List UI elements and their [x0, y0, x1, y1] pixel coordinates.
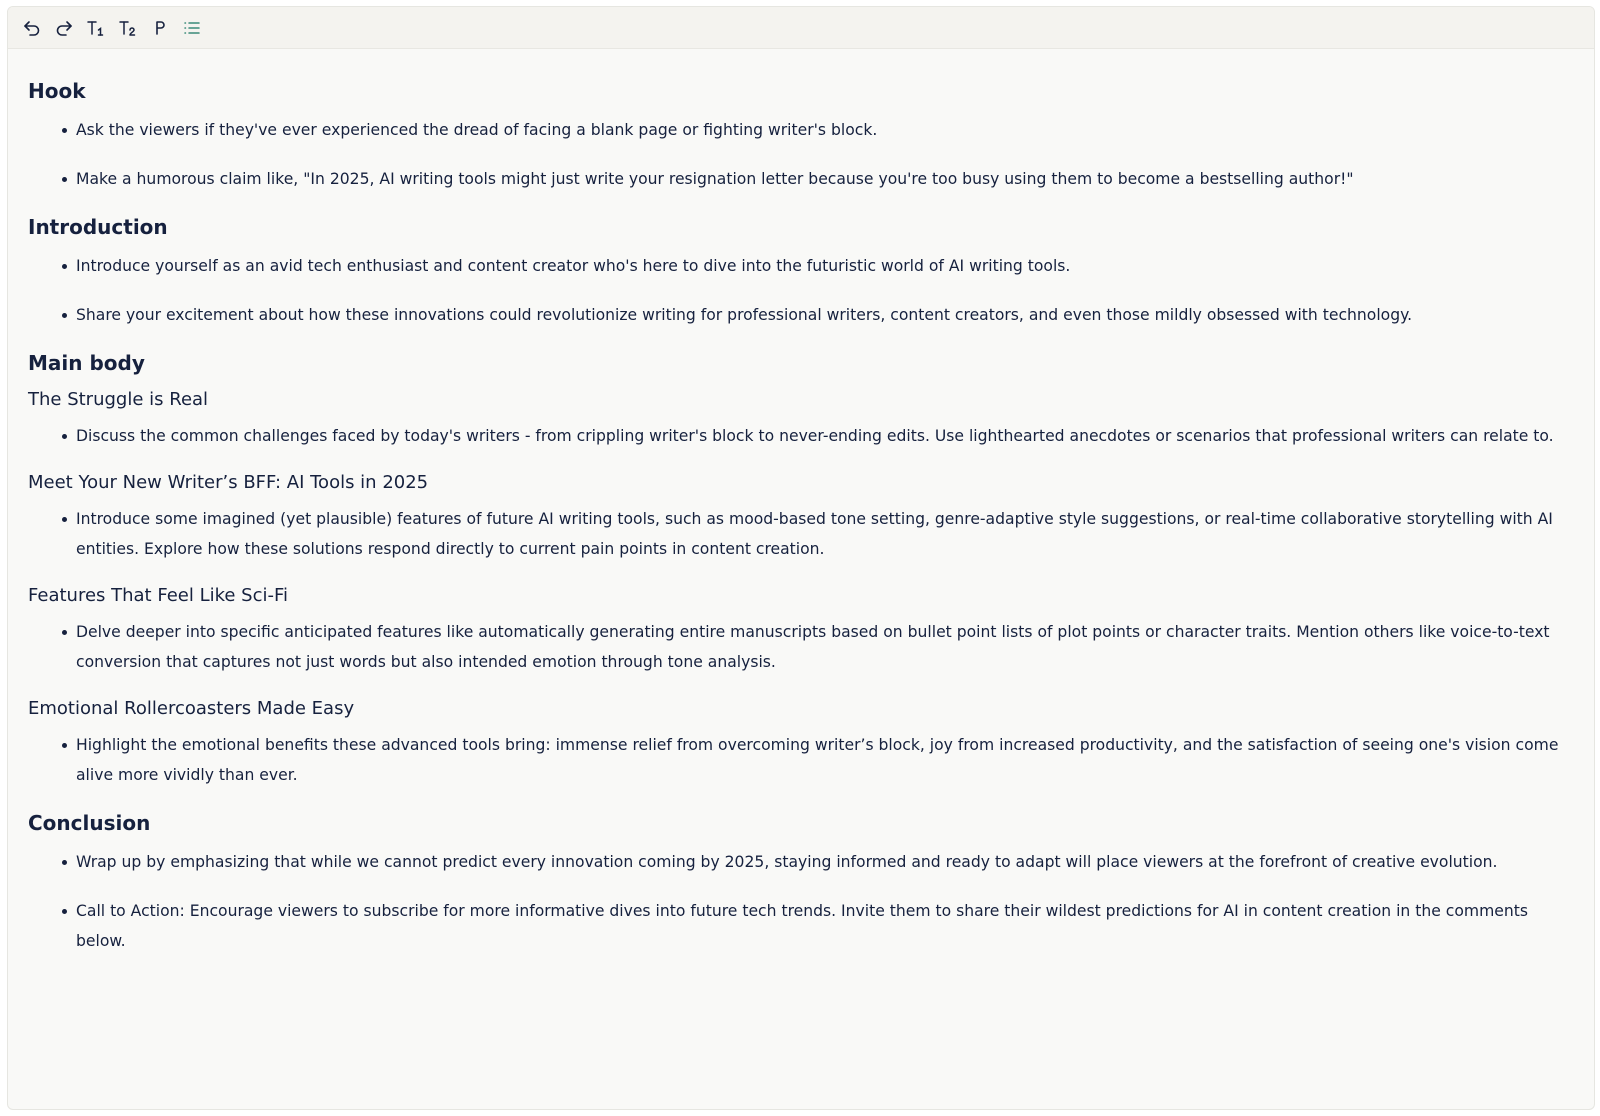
list-item: Discuss the common challenges faced by today's writers - from crippling writer's block to never-ending edits. Use lighthearted anecdotes or scenarios that professional writers can relate to. [76, 421, 1574, 451]
subsection-title: Meet Your New Writer’s BFF: AI Tools in 2025 [28, 472, 429, 493]
bullet-list [28, 504, 1574, 564]
subsection-title: The Struggle is Real [28, 389, 209, 410]
heading-2-button[interactable] [114, 14, 142, 42]
section-main-body [28, 349, 1574, 790]
rich-text-editor [7, 6, 1595, 1110]
list-item: Call to Action: Encourage viewers to subscribe for more informative dives into future tech trends. Invite them to share their wildest predictions for AI in content creation in the comments below. [76, 896, 1574, 956]
list-item: Highlight the emotional benefits these advanced tools bring: immense relief from overcoming writer’s block, joy from increased productivity, and the satisfaction of seeing one's vision come alive more vividly than ever. [76, 730, 1574, 790]
bullet-list [28, 421, 1574, 451]
list-item: Make a humorous claim like, "In 2025, AI writing tools might just write your resignation letter because you're too busy using them to become a bestselling author!" [76, 164, 1574, 194]
bullet-list [28, 730, 1574, 790]
paragraph-icon [150, 18, 170, 38]
redo-icon [54, 18, 74, 38]
section-hook [28, 77, 1574, 194]
heading-1-icon [86, 18, 106, 38]
paragraph-button[interactable] [146, 14, 174, 42]
bullet-list [28, 847, 1574, 956]
list-item: Share your excitement about how these innovations could revolutionize writing for professional writers, content creators, and even those mildly obsessed with technology. [76, 300, 1574, 330]
section-conclusion [28, 809, 1574, 956]
subsection-struggle [28, 387, 1574, 451]
section-title: Conclusion [28, 811, 151, 835]
subsection-title: Features That Feel Like Sci-Fi [28, 585, 289, 606]
bullet-list-icon [182, 18, 202, 38]
section-title: Introduction [28, 215, 168, 239]
document-body[interactable] [8, 49, 1594, 956]
bullet-list-button[interactable] [178, 14, 206, 42]
bullet-list [28, 251, 1574, 330]
subsection-emotional [28, 696, 1574, 790]
heading-2-icon [118, 18, 138, 38]
subsection-ai-tools [28, 470, 1574, 564]
undo-button[interactable] [18, 14, 46, 42]
redo-button[interactable] [50, 14, 78, 42]
section-title: Hook [28, 79, 86, 103]
heading-1-button[interactable] [82, 14, 110, 42]
list-item: Delve deeper into specific anticipated features like automatically generating entire manuscripts based on bullet point lists of plot points or character traits. Mention others like voice-to-text conversion that captures not just words but also intended emotion through tone analysis. [76, 617, 1574, 677]
section-title: Main body [28, 351, 145, 375]
subsection-title: Emotional Rollercoasters Made Easy [28, 698, 355, 719]
undo-icon [22, 18, 42, 38]
list-item: Wrap up by emphasizing that while we cannot predict every innovation coming by 2025, staying informed and ready to adapt will place viewers at the forefront of creative evolution. [76, 847, 1574, 877]
list-item: Ask the viewers if they've ever experienced the dread of facing a blank page or fighting writer's block. [76, 115, 1574, 145]
bullet-list [28, 617, 1574, 677]
editor-toolbar [8, 7, 1594, 49]
subsection-sci-fi [28, 583, 1574, 677]
section-introduction [28, 213, 1574, 330]
list-item: Introduce yourself as an avid tech enthusiast and content creator who's here to dive into the futuristic world of AI writing tools. [76, 251, 1574, 281]
list-item: Introduce some imagined (yet plausible) features of future AI writing tools, such as mood-based tone setting, genre-adaptive style suggestions, or real-time collaborative storytelling with AI entities. Explore how these solutions respond directly to current pain points in content creation. [76, 504, 1574, 564]
bullet-list [28, 115, 1574, 194]
